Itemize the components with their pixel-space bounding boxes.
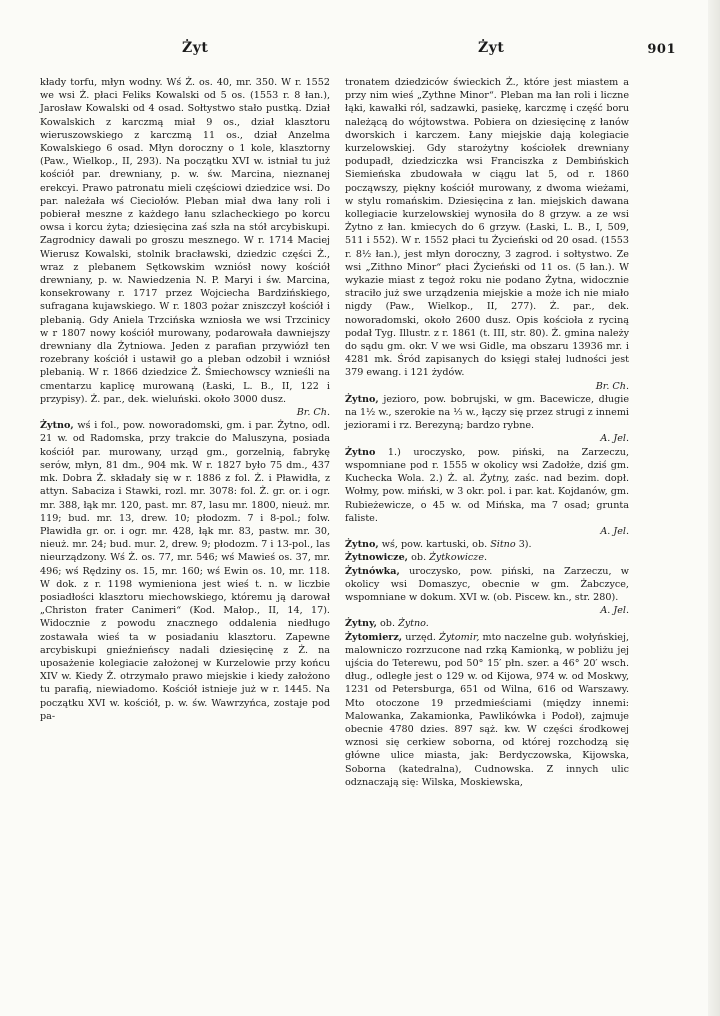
entry-headword: Żytno (345, 446, 376, 458)
entry-text: wś, pow. kartuski, ob. (378, 539, 491, 551)
left-column (40, 76, 330, 723)
entry-italic: Żytny, (480, 473, 510, 485)
author-signature: A. Jel. (600, 605, 629, 617)
entry-text: 1.) uroczysko, pow. piński, na Zarzeczu, wspomniane pod r. 1555 w okolicy wsi Zadołże, dziś gm. Kuchecka Wola. 2.) Ż. al. (345, 446, 629, 485)
entry-zytny (345, 617, 629, 630)
entry-headword: Żytno, (345, 393, 379, 405)
right-column (345, 76, 629, 789)
author-signature: Br. Ch. (595, 380, 629, 392)
entry-italic: Żytkowicze. (429, 552, 488, 564)
entry-text: uroczysko, pow. piński, na Zarzeczu, w okolicy wsi Domaszyc, obecnie w gm. Żabczyce, wspomniane w dokum. XVI w. (ob. Piscew. kn., str. 280). (345, 565, 629, 603)
entry-text: mto naczelne gub. wołyńskiej, malowniczo rozrzucone nad rzką Kamionką, w pobliżu jej ujścia do Teterewu, pod 50° 15′ płn. szer. a 46° 20′ wsch. dług., odległe jest o 129 w. od Kijowa, 974 w. od Moskwy, 1231 od Petersburga, 651 od Wilna, 616 od Warszawy. Mto otoczone 19 przedmieściami (między innemi: Malowanka, Zakamionka, Pawlikówka i Podoł), zajmuje obecnie 4780 dzies. 897 sąż. kw. W części środkowej wznosi się cerkiew soborna, od której rozchodzą się główne ulice miasta, jak: Berdyczowska, Kijowska, Soborna (katedralna), Cudnowska. Z innych ulic odznaczają się: Wilska, Moskiewska, (345, 631, 629, 788)
page-number: 901 (647, 42, 676, 57)
entry-italic: Sitno (490, 539, 516, 551)
entry-headword: Żytno, (345, 539, 379, 551)
author-signature: Br. Ch. (296, 407, 330, 419)
entry-italic: Żytomir, (438, 631, 480, 643)
entry-zytnowka (345, 565, 629, 618)
entry-text: tronatem dziedziców świeckich Ż., które jest miastem a przy nim wieś „Zythne Minor“. Pleban ma łan roli i liczne łąki, kawałki ról, sadzawki, pasiekę, karczmę i część boru należącą do wójtowstwa. Pobiera on dziesięcinę z łanów dworskich i karczem. Łany miejskie dają kolegiacie kurzelowskiej. Gdy starożytny kościołek drewniany podupadł, dziedziczka wsi Franciszka z Dembińskich Siemieńska zbudowała w ciągu lat 5, od r. 1860 począwszy, piękny kościół murowany, z dwoma wieżami, w stylu romańskim. Dziesięcina z łan. miejskich dawana kollegiacie kurzelowskiej wynosiła do 8 grzyw. a ze wsi Żytno z łan. kmiecych do 6 grzyw. (Łaski, L. B., I, 509, 511 i 552). W r. 1552 płaci tu Życieński od 20 osad. (1553 r. 8½ łan.), jest młyn doroczny, 3 zagrod. i sołtystwo. Ze wsi „Zithno Minor“ płaci Życieński od 11 os. (5 łan.). W wykazie miast z tegoż roku nie podano Żytna, widocznie straciło już swe urządzenia miejskie a może ich nie miało nigdy (Paw., Wielkop., II, 277). Ż. par., dek. noworadomski, około 2600 dusz. Opis kościoła z ryciną podał Tyg. Illustr. z r. 1861 (t. III, str. 80). Ż. gmina należy do sądu gm. okr. V we wsi Gidle, ma obszaru 13936 mr. i 4281 mk. Śród zapisanych do księgi stałej ludności jest 379 ewang. i 121 żydów. (345, 77, 629, 379)
entry-zytno-village (40, 419, 330, 723)
entry-zytno-lake (345, 393, 629, 446)
entry-headword: Żytny, (345, 618, 377, 630)
entry-headword: Żytnowicze, (345, 552, 409, 564)
author-signature: A. Jel. (600, 525, 629, 537)
entry-zytno-kartuski (345, 538, 629, 551)
entry-italic: Żytno. (398, 618, 429, 630)
entry-headword: Żytomierz, (345, 631, 403, 643)
entry-text: jezioro, pow. bobrujski, w gm. Bacewicze, długie na 1½ w., szerokie na ⅓ w., łączy się przez strugi z innemi jeziorami i rz. Berezyną; bardzo rybne. (345, 393, 629, 432)
entry-headword: Żytno, (40, 420, 74, 432)
entry-zytno-tract (345, 446, 629, 538)
entry-text: kłady torfu, młyn wodny. Wś Ż. os. 40, mr. 350. W r. 1552 we wsi Ż. płaci Feliks Kowalski od 5 os. (1553 r. 8 łan.), Jarosław Kowalski od 4 osad. Sołtystwo stało pustką. Dział Kowalskich z karczmą miał 9 os., dział klasztoru wieruszowskiego z karczmą 11 os., dział Anzelma Kowalskiego 6 osad. Młyn doroczny o 1 kole, klasztorny (Paw., Wielkop., II, 293). Na początku XVI w. istniał tu już kościół par. drewniany, p. w. św. Marcina, nieznanej erekcyi. Prawo patronatu mieli częściowi dziedzice wsi. Do par. należała wś Cieciołów. Pleban miał dwa łany roli i pobierał meszne z każdego łanu szlacheckiego po korcu owsa i korcu żyta; dziesięcina zaś szła na stół arcybiskupi. Zagrodnicy dawali po groszu mesznego. W r. 1714 Maciej Wierusz Kowalski, stolnik bracławski, dziedzic części Ż., wraz z plebanem Sętkowskim wzniósł nowy kościół drewniany, p. w. Nawiedzenia N. P. Maryi i św. Marcina, konsekrowany r. 1717 przez Wojciecha Bardzińskiego, sufragana kujawskiego. W r. 1803 pożar zniszczył kościół i plebanią. Gdy Aniela Trzcińska wzniosła we wsi Trzcinicy w r 1807 nowy kościół murowany, podarowała dawniejszy drewniany dla Żytniowa. Jeden z parafian przywiózł ten rozebrany kościół i ustawił go a pleban odzobił i wzniósł plebanią. W r. 1866 dziedzice Ż. Śmiechowscy wznieśli na cmentarzu kaplicę murowaną (Łaski, L. B., II, 122 i przypisy). Ż. par., dek. wieluński. około 3000 dusz. (40, 77, 330, 405)
entry-headword: Żytnówka, (345, 565, 400, 577)
entry-text: ob. (408, 552, 430, 564)
entry-text: ob. (376, 618, 399, 630)
entry-zytomierz (345, 631, 629, 789)
running-head-left: Żyt (182, 40, 209, 56)
author-signature: A. Jel. (600, 433, 629, 445)
page-edge-shadow (708, 0, 720, 1016)
entry-continuation (40, 76, 330, 419)
entry-continuation (345, 76, 629, 393)
running-head-right: Żyt (478, 40, 505, 56)
entry-text: wś i fol., pow. noworadomski, gm. i par. Żytno, odl. 21 w. od Radomska, przy trakcie do Maluszyna, posiada kościół par. murowany, urząd gm., gorzelnią, fabrykę serów, młyn, 81 dm., 904 mk. W r. 1827 było 75 dm., 437 mk. Dobra Ż. składały się w r. 1886 z fol. Ż. i Pławidła, z attyn. Sabaciza i Stawki, rozl. mr. 3078: fol. Ż. gr. or. i ogr. mr. 388, łąk mr. 120, past. mr. 87, lasu mr. 1800, nieuż. mr. 119; bud. mr. 13, drew. 10; płodozm. 7 i 8-pol.; folw. Pławidła gr. or. i ogr. mr. 428, łąk mr. 83, pastw. mr. 30, nieuż. mr. 24; bud. mur. 2, drew. 9; płodozm. 7 i 13-pol., las nieurządzony. Wś Ż. os. 77, mr. 546; wś Mawieś os. 37, mr. 496; wś Rędziny os. 15, mr. 160; wś Ewin os. 10, mr. 118. W dok. z r. 1198 wymieniona jest wieś t. n. w liczbie posiadłości klasztoru miechowskiego, któremu ją darował „Christon frater Canimeri“ (Kod. Małop., II, 14, 17). Widocznie z powodu znacznego oddalenia niedługo zostawała wieś ta w posiadaniu klasztoru. Zapewne arcybiskupi gnieźnieńscy nadali dziesięcinę z Ż. na uposażenie kolegiacie założonej w Kurzelowie przy końcu XIV w. Kiedy Ż. otrzymało prawo miejskie i kiedy założono tu parafią, niewiadomo. Kościół istnieje już w r. 1445. Na początku XVI w. kościół, p. w. św. Wawrzyńca, zostaje pod pa- (40, 420, 330, 722)
entry-text: 3). (515, 539, 532, 551)
entry-zytnowicze (345, 551, 629, 564)
entry-text: urzęd. (402, 631, 439, 643)
entry-text: zaśc. nad bezim. dopł. Wołmy, pow. miński, w 3 okr. pol. i par. kat. Kojdanów, gm. Rubieżewicze, o 45 w. od Mińska, ma 7 osad; grunta faliste. (345, 473, 629, 524)
